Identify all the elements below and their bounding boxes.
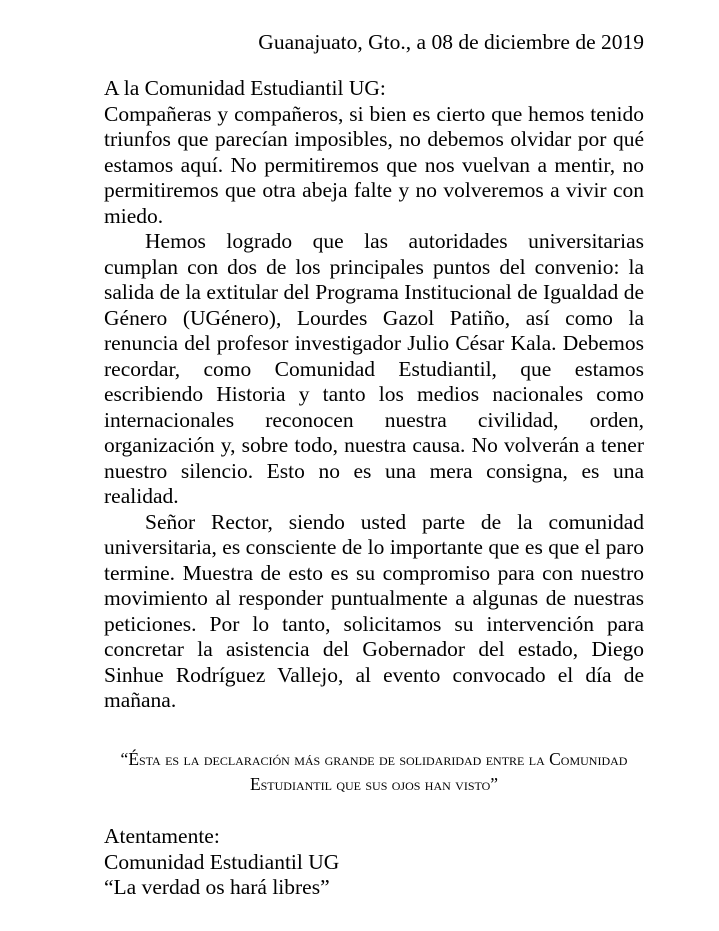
valediction: Atentamente: xyxy=(104,824,220,848)
solidarity-quote: “Ésta es la declaración más grande de solidaridad entre la Comunidad Estudiantil que sus ojos han visto” xyxy=(120,749,628,794)
paragraph-3: Señor Rector, siendo usted parte de la comunidad universitaria, es consciente de lo importante que es que el paro termine. Muestra de esto es su compromiso para con nuestro movimiento al responder puntualmente a algunas de nuestras peticiones. Por lo tanto, solicitamos su intervención para concretar la asistencia del Gobernador del estado, Diego Sinhue Rodríguez Vallejo, al evento convocado el día de mañana. xyxy=(104,509,644,712)
signatory: Comunidad Estudiantil UG xyxy=(104,849,340,874)
closing-block xyxy=(104,824,339,901)
date-line: Guanajuato, Gto., a 08 de diciembre de 2019 xyxy=(258,30,644,54)
paragraph-2: Hemos logrado que las autoridades universitarias cumplan con dos de los principales puntos del convenio: la salida de la extitular del Programa Institucional de Igualdad de Género (UGénero), Lourdes Gazol Patiño, así como la renuncia del profesor investigador Julio César Kala. Debemos recordar, como Comunidad Estudiantil, que estamos escribiendo Historia y tanto los medios nacionales como internacionales reconocen nuestra civilidad, orden, organización y, sobre todo, nuestra causa. No volverán a tener nuestro silencio. Esto no es una mera consigna, es una realidad. xyxy=(104,229,644,508)
letter-body xyxy=(104,76,644,714)
salutation: A la Comunidad Estudiantil UG: xyxy=(104,76,386,100)
paragraph-1: Compañeras y compañeros, si bien es cierto que hemos tenido triunfos que parecían imposibles, no debemos olvidar por qué estamos aquí. No permitiremos que nos vuelvan a mentir, no permitiremos que otra abeja falte y no volveremos a vivir con miedo. xyxy=(104,101,644,228)
motto: “La verdad os hará libres” xyxy=(104,875,330,899)
